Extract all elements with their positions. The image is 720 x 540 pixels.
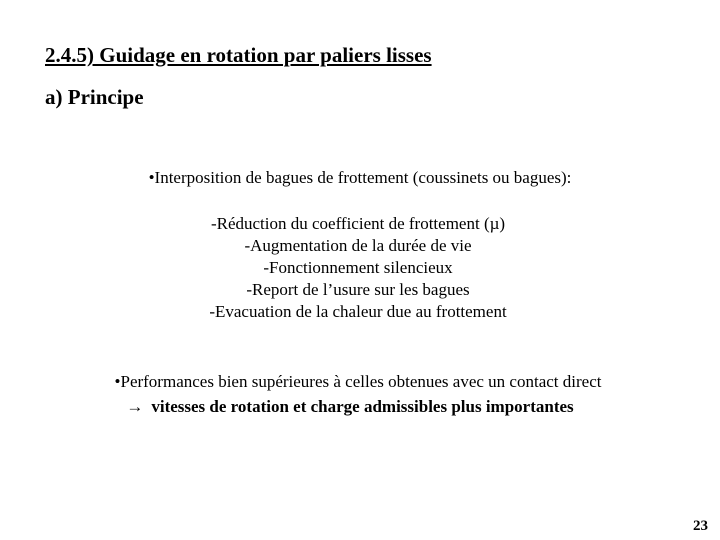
page-number: 23 [693,518,708,534]
benefit-item: -Réduction du coefficient de frottement (µ) [210,214,506,233]
arrow-right-icon: → [126,397,144,416]
conclusion-line [0,397,700,417]
benefit-item: -Augmentation de la durée de vie [244,236,472,255]
benefit-item: -Report de l’usure sur les bagues [246,280,470,299]
slide-title: 2.4.5) Guidage en rotation par paliers lisses [45,43,432,67]
benefit-item: -Fonctionnement silencieux [263,258,453,277]
bullet-interposition: •Interposition de bagues de frottement (coussinets ou bagues): [148,168,572,187]
section-subtitle: a) Principe [45,85,144,109]
conclusion-text: vitesses de rotation et charge admissibles plus importantes [151,397,574,416]
benefit-item: -Evacuation de la chaleur due au frottement [209,302,507,321]
bullet-performances: •Performances bien supérieures à celles obtenues avec un contact direct [114,372,602,391]
benefits-list [0,213,716,323]
